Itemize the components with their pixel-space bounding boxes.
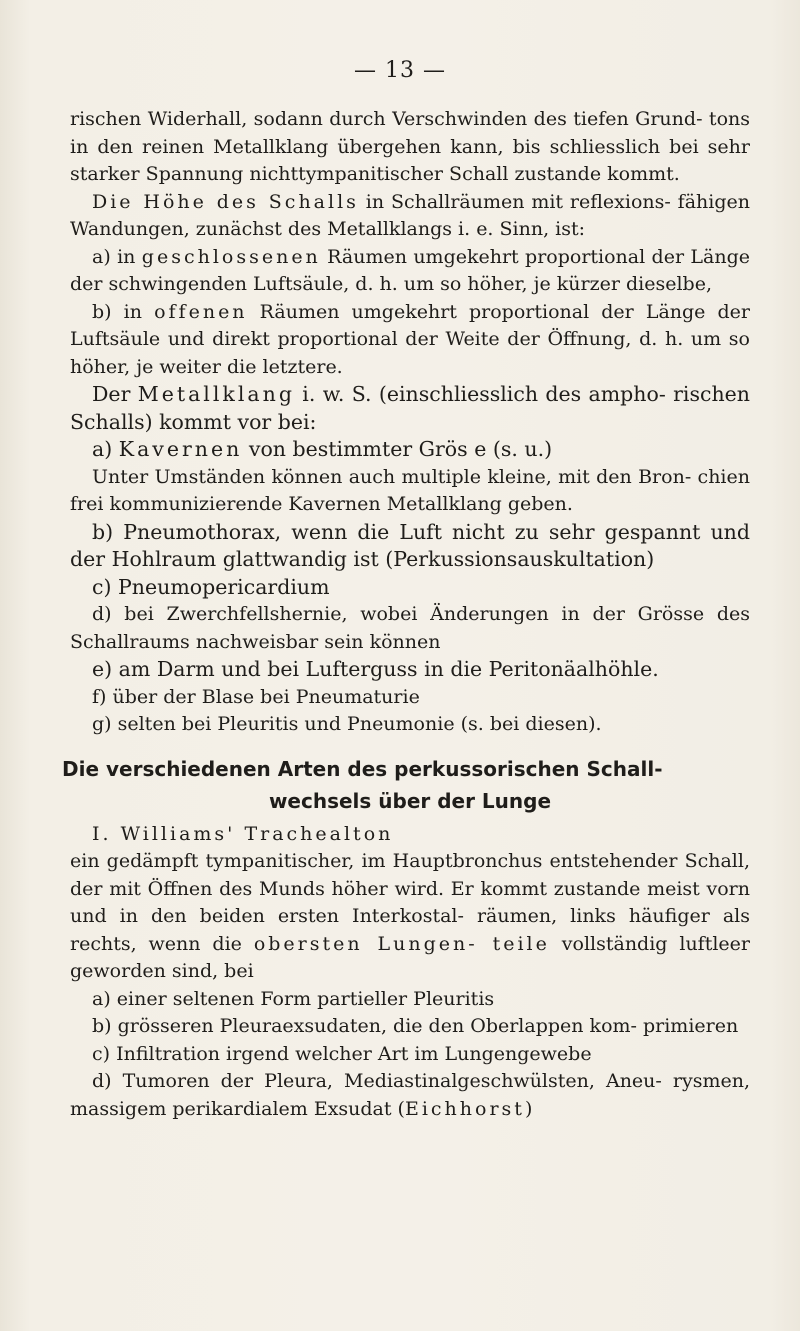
paragraph-16: b) grösseren Pleuraexsudaten, die den Oberlappen kom- primieren bbox=[92, 1015, 739, 1037]
list-marker: a) bbox=[92, 437, 119, 461]
list-marker: a) in bbox=[92, 245, 142, 268]
heading-line-1: Die verschiedenen Arten des perkussorischen Schall- bbox=[62, 756, 663, 781]
paragraph-14 bbox=[70, 848, 750, 986]
paragraph-text: in Schallräumen mit reflexions- fähigen Wandungen, zunächst des Metallklangs i. e. Sinn, ist: bbox=[70, 190, 750, 240]
paragraph-text: von bestimmter Grös e (s. u.) bbox=[242, 437, 553, 461]
paragraph-6 bbox=[70, 436, 750, 464]
paragraph-9: c) Pneumopericardium bbox=[92, 574, 330, 599]
spaced-term: geschlossenen bbox=[141, 245, 321, 268]
spaced-term: Eichhorst bbox=[404, 1097, 525, 1120]
spaced-term: Kavernen bbox=[118, 437, 243, 461]
paragraph-text: ein gedämpft tympanitischer, im Hauptbronchus entstehender Schall, der mit Öffnen des Munds höher wird. Er kommt zustande meist vorn und in den beiden ersten Interkostal- räumen, links häufiger als rechts, wenn die bbox=[70, 850, 750, 955]
page-text bbox=[62, 106, 751, 1123]
paragraph-10: d) bei Zwerchfellshernie, wobei Änderungen in der Grösse des Schallraums nachweisbar sein können bbox=[70, 603, 750, 653]
paragraph-3 bbox=[70, 244, 750, 299]
paragraph-text: ) bbox=[524, 1097, 533, 1120]
paragraph-11: e) am Darm und bei Lufterguss in die Peritonäalhöhle. bbox=[92, 657, 659, 681]
spaced-term: offenen bbox=[154, 300, 248, 323]
paragraph-12: f) über der Blase bei Pneumaturie bbox=[92, 685, 420, 708]
paragraph-text: vollständig luftleer geworden sind, bei bbox=[70, 932, 750, 982]
paragraph-18 bbox=[70, 1068, 750, 1123]
spaced-term: Metallklang bbox=[137, 382, 295, 406]
section-heading bbox=[62, 753, 750, 817]
paragraph-text: Der bbox=[92, 382, 138, 406]
paragraph-17: c) Infiltration irgend welcher Art im Lungengewebe bbox=[92, 1042, 592, 1065]
page-number: — 13 — bbox=[354, 58, 446, 83]
spaced-term: obersten Lungen- teile bbox=[253, 932, 550, 955]
paragraph-15: a) einer seltenen Form partieller Pleuritis bbox=[92, 987, 495, 1010]
paragraph-5 bbox=[70, 381, 750, 436]
paragraph-8: b) Pneumothorax, wenn die Luft nicht zu sehr gespannt und der Hohlraum glattwandig ist (Perkussionsauskultation) bbox=[70, 519, 750, 571]
paragraph-13: g) selten bei Pleuritis und Pneumonie (s. bei diesen). bbox=[92, 713, 602, 735]
paragraph-text: d) Tumoren der Pleura, Mediastinalgeschwülsten, Aneu- rysmen, massigem perikardialem Exsudat ( bbox=[70, 1070, 750, 1120]
subsection-title bbox=[70, 821, 750, 849]
spaced-term: Die Höhe des Schalls bbox=[92, 190, 359, 213]
paragraph-4 bbox=[70, 299, 750, 382]
paragraph-text: Räumen umgekehrt proportional der Länge der schwingenden Luftsäule, d. h. um so höher, je kürzer dieselbe, bbox=[70, 245, 750, 295]
paragraph-text: Räumen umgekehrt proportional der Länge der Luftsäule und direkt proportional der Weite der Öffnung, d. h. um so höher, je weiter die letztere. bbox=[70, 300, 751, 378]
paragraph-text: i. w. S. (einschliesslich des ampho- rischen Schalls) kommt vor bei: bbox=[70, 382, 750, 434]
heading-line-2: wechsels über der Lunge bbox=[268, 788, 552, 813]
paragraph-1: rischen Widerhall, sodann durch Verschwinden des tiefen Grund- tons in den reinen Metallklang übergehen kann, bis schliesslich bei sehr starker Spannung nichttympanitischer Schall zustande kommt. bbox=[70, 108, 750, 185]
list-marker: b) in bbox=[92, 300, 155, 323]
spaced-term: I. Williams' Trachealton bbox=[92, 822, 394, 845]
paragraph-7: Unter Umständen können auch multiple kleine, mit den Bron- chien frei kommunizierende Kavernen Metallklang geben. bbox=[70, 465, 750, 515]
paragraph-2 bbox=[70, 189, 750, 244]
